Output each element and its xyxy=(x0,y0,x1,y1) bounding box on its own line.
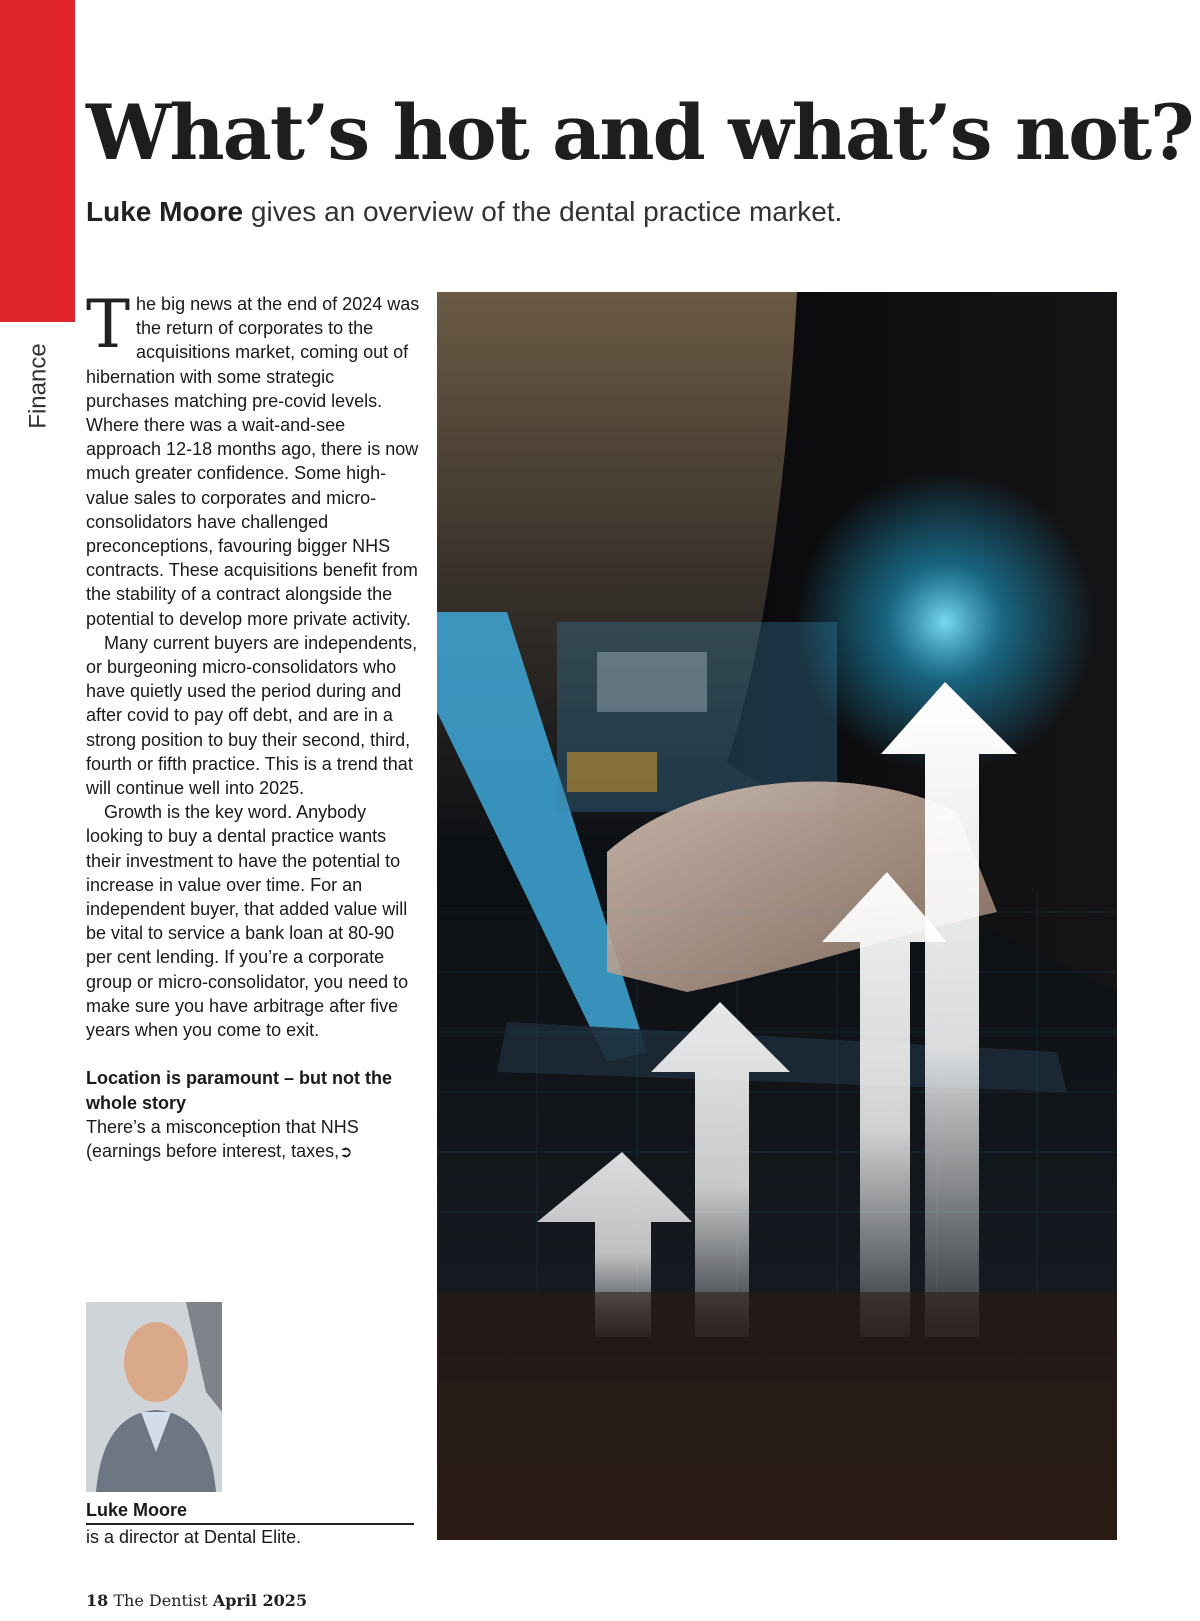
standfirst-text: gives an overview of the dental practice market. xyxy=(243,196,843,227)
article-body xyxy=(86,286,421,1165)
paragraph-1 xyxy=(86,286,421,631)
paragraph-2: Many current buyers are independents, or burgeoning micro-consolidators who have quietly used the period during and after covid to pay off debt, and are in a strong position to buy their second, third, fourth or fifth practice. This is a trend that will continue well into 2025. xyxy=(86,632,418,799)
section-label-text: Finance xyxy=(25,343,53,429)
page-number: 18 xyxy=(86,1591,109,1610)
paragraph-3: Growth is the key word. Anybody looking to buy a dental practice wants their investment to have the potential to increase in value over time. For an independent buyer, that added value will be vital to service a bank loan at 80-90 per cent lending. If you’re a corporate group or micro-consolidator, you need to make sure you have arbitrage after five years when you come to exit. xyxy=(86,802,409,1041)
bio-name: Luke Moore xyxy=(86,1498,414,1525)
hero-illustration xyxy=(437,292,1117,1540)
paragraph-4-text: There’s a misconception that NHS (earnings before interest, taxes, xyxy=(86,1116,359,1161)
author-portrait xyxy=(86,1302,222,1492)
issue-date: April 2025 xyxy=(212,1591,308,1610)
publication-name: The Dentist xyxy=(113,1591,208,1610)
drop-cap: T xyxy=(86,286,131,363)
continue-arrow-icon: ➲ xyxy=(339,1143,353,1161)
standfirst-author: Luke Moore xyxy=(86,196,244,227)
subheading: Location is paramount – but not the whole story xyxy=(86,1068,392,1113)
paragraph-1-text: he big news at the end of 2024 was the return of corporates to the acquisitions market, coming out of hibernation with some strategic purchases matching pre-covid levels. Where there was a wait-and-see approach 12-18 months ago, there is now much greater confidence. Some high-value sales to corporates and micro-consolidators have challenged preconceptions, favouring bigger NHS contracts. These acquisitions benefit from the stability of a contract alongside the potential to develop more private activity. xyxy=(86,294,420,629)
standfirst xyxy=(86,192,842,232)
section-label xyxy=(24,340,54,432)
headline: What’s hot and what’s not? xyxy=(86,88,1193,177)
section-color-bar xyxy=(0,0,75,322)
hero-image xyxy=(437,292,1117,1540)
paragraph-4 xyxy=(86,1115,421,1165)
bio-text: is a director at Dental Elite. xyxy=(86,1527,302,1547)
author-photo xyxy=(86,1302,222,1492)
page-footer xyxy=(86,1590,307,1612)
